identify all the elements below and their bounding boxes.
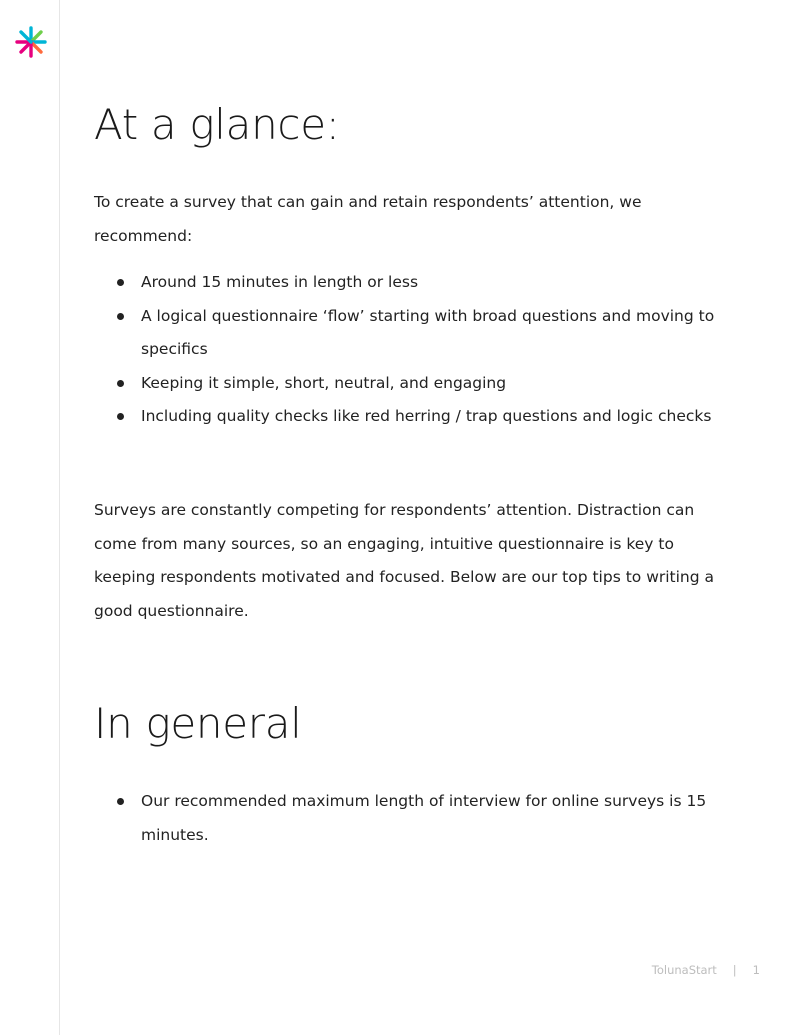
general-list	[94, 785, 724, 852]
list-item-text: Our recommended maximum length of interview for online surveys is 15 minutes.	[141, 792, 707, 844]
heading-at-a-glance: At a glance:	[94, 100, 340, 149]
page-number: 1	[752, 963, 760, 977]
bullet-icon	[117, 413, 124, 420]
footer-brand: TolunaStart	[651, 963, 717, 977]
list-item	[94, 367, 724, 401]
list-item-text: A logical questionnaire ‘flow’ starting with broad questions and moving to specifics	[141, 306, 715, 358]
page-footer	[652, 963, 760, 977]
left-margin-rule	[59, 0, 60, 1035]
list-item	[94, 785, 724, 852]
bullet-icon	[117, 279, 124, 286]
body-paragraph: Surveys are constantly competing for respondents’ attention. Distraction can come from many sources, so an engaging, intuitive questionnaire is key to keeping respondents motivated and focused. Below are our top tips to writing a good questionnaire.	[94, 501, 715, 620]
list-item-text: Keeping it simple, short, neutral, and engaging	[141, 373, 507, 392]
heading-in-general: In general	[94, 699, 302, 748]
bullet-icon	[117, 798, 124, 805]
bullet-icon	[117, 313, 124, 320]
asterisk-burst-icon	[14, 25, 48, 59]
list-item	[94, 400, 724, 434]
recommendation-list	[94, 266, 724, 434]
list-item-text: Including quality checks like red herring / trap questions and logic checks	[141, 407, 712, 425]
list-item-text: Around 15 minutes in length or less	[141, 273, 419, 291]
bullet-icon	[117, 380, 124, 387]
footer-separator: |	[732, 963, 737, 977]
intro-paragraph: To create a survey that can gain and retain respondents’ attention, we recommend:	[94, 193, 642, 245]
list-item	[94, 266, 724, 300]
list-item	[94, 300, 724, 367]
